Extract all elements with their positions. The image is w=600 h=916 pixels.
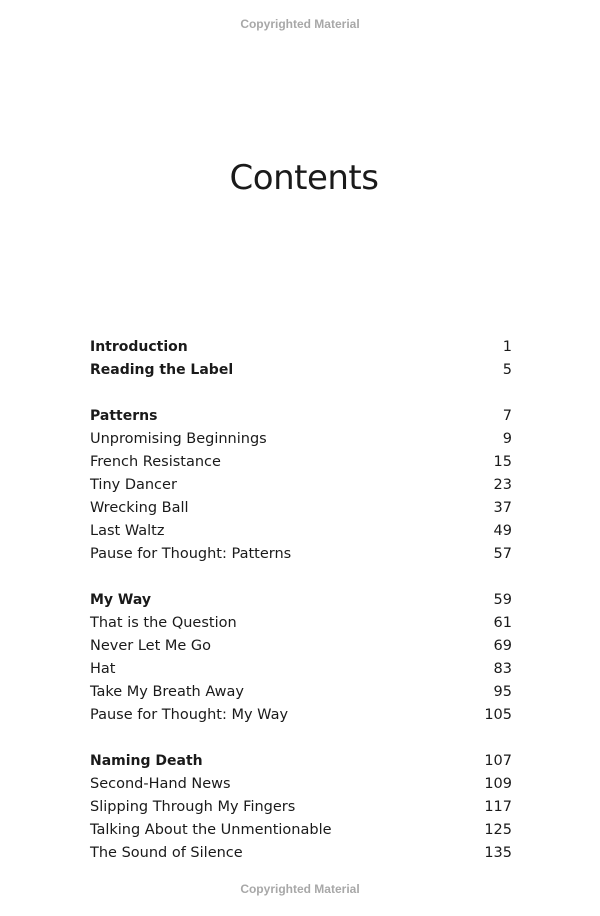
toc-page-number: 105 (484, 707, 512, 723)
toc-page-number: 95 (493, 684, 512, 700)
toc-entry-title: Pause for Thought: Patterns (90, 546, 292, 562)
toc-part-heading (90, 405, 512, 428)
toc-page-number: 117 (484, 799, 512, 815)
toc-chapter-entry (90, 520, 512, 543)
toc-page-number: 107 (484, 753, 512, 769)
toc-entry-title: Never Let Me Go (90, 638, 212, 654)
toc-chapter-entry (90, 451, 512, 474)
toc-page-number: 9 (502, 431, 512, 447)
toc-page-number: 69 (493, 638, 512, 654)
copyright-watermark-top: Copyrighted Material (240, 17, 360, 31)
toc-page-number: 125 (484, 822, 512, 838)
toc-section (90, 405, 512, 566)
toc-page-number: 57 (493, 546, 512, 562)
toc-entry-title: Naming Death (90, 753, 203, 769)
toc-part-heading (90, 750, 512, 773)
toc-entry-title: Last Waltz (90, 523, 165, 539)
toc-page-number: 59 (493, 592, 512, 608)
toc-section (90, 336, 512, 382)
toc-chapter-entry (90, 497, 512, 520)
toc-entry-title: Patterns (90, 408, 158, 424)
toc-chapter-entry (90, 796, 512, 819)
toc-page-number: 109 (484, 776, 512, 792)
toc-entry-title: Second-Hand News (90, 776, 231, 792)
toc-chapter-entry (90, 842, 512, 865)
toc-entry-title: Slipping Through My Fingers (90, 799, 296, 815)
toc-chapter-entry (90, 819, 512, 842)
toc-chapter-entry (90, 773, 512, 796)
toc-page-number: 7 (502, 408, 512, 424)
toc-chapter-entry (90, 474, 512, 497)
toc-chapter-entry (90, 704, 512, 727)
toc-page-number: 49 (493, 523, 512, 539)
toc-entry-title: Hat (90, 661, 116, 677)
toc-entry-title: The Sound of Silence (90, 845, 243, 861)
toc-page-number: 23 (493, 477, 512, 493)
toc-chapter-entry (90, 612, 512, 635)
toc-chapter-entry (90, 658, 512, 681)
toc-entry-title: That is the Question (90, 615, 237, 631)
toc-entry-title: Reading the Label (90, 362, 234, 378)
table-of-contents (90, 336, 512, 888)
toc-entry-title: My Way (90, 592, 152, 608)
toc-page-number: 83 (493, 661, 512, 677)
toc-page-number: 1 (502, 339, 512, 355)
toc-entry-title: French Resistance (90, 454, 221, 470)
toc-page-number: 37 (493, 500, 512, 516)
toc-entry-title: Pause for Thought: My Way (90, 707, 289, 723)
toc-part-heading (90, 336, 512, 359)
toc-page-number: 135 (484, 845, 512, 861)
toc-page-number: 61 (493, 615, 512, 631)
toc-section (90, 750, 512, 865)
copyright-watermark-bottom: Copyrighted Material (240, 882, 360, 896)
toc-page-number: 15 (493, 454, 512, 470)
toc-entry-title: Take My Breath Away (90, 684, 244, 700)
toc-chapter-entry (90, 635, 512, 658)
toc-part-heading (90, 359, 512, 382)
page-title: Contents (229, 158, 379, 198)
toc-chapter-entry (90, 543, 512, 566)
toc-chapter-entry (90, 681, 512, 704)
toc-entry-title: Unpromising Beginnings (90, 431, 267, 447)
toc-entry-title: Introduction (90, 339, 188, 355)
toc-entry-title: Wrecking Ball (90, 500, 189, 516)
toc-chapter-entry (90, 428, 512, 451)
toc-section (90, 589, 512, 727)
toc-entry-title: Tiny Dancer (90, 477, 177, 493)
toc-part-heading (90, 589, 512, 612)
toc-page-number: 5 (502, 362, 512, 378)
toc-entry-title: Talking About the Unmentionable (90, 822, 332, 838)
